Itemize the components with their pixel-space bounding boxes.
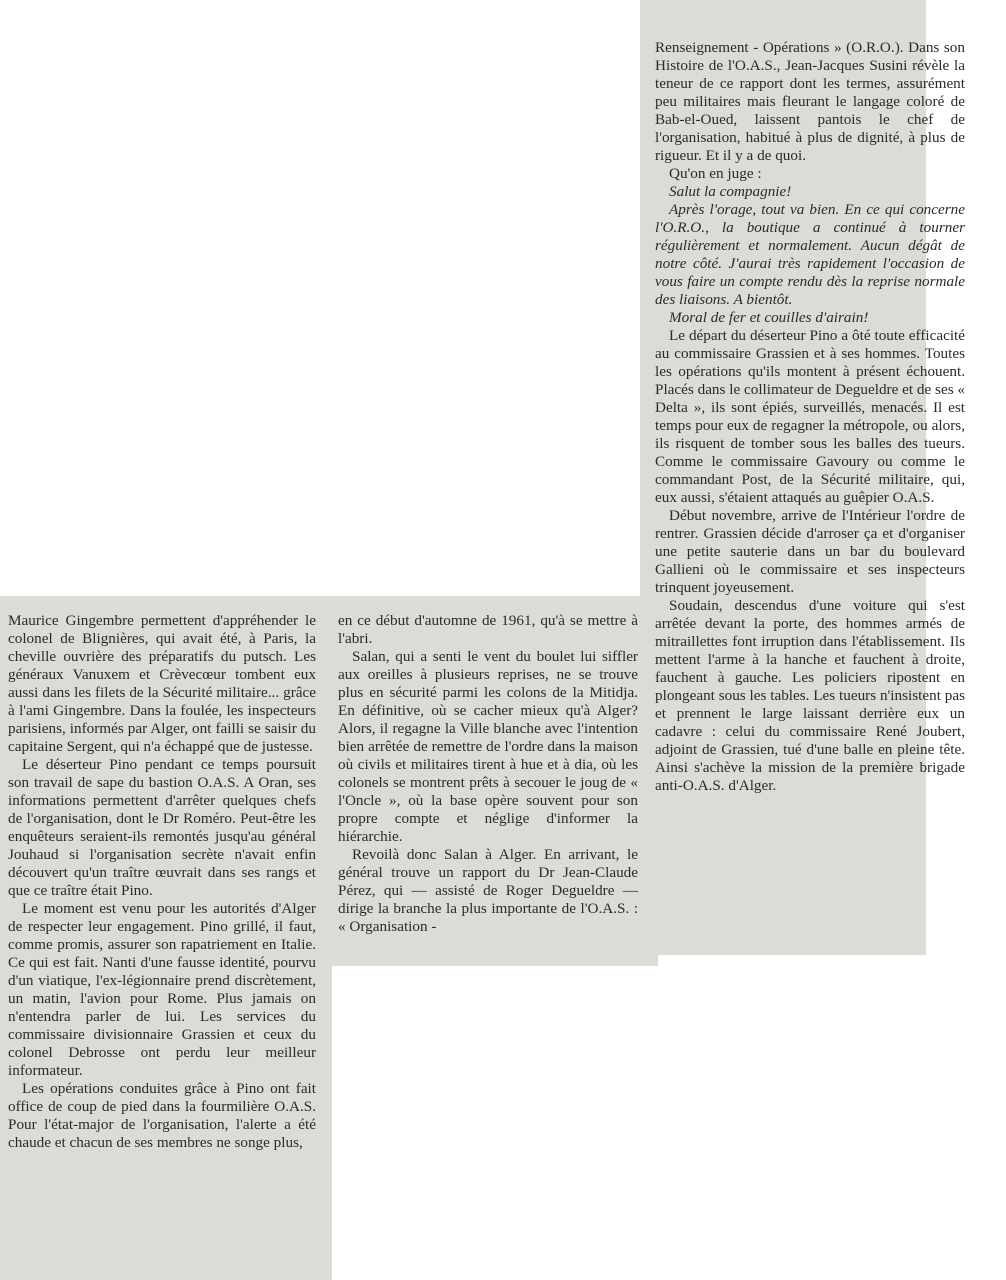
paragraph: Début novembre, arrive de l'Intérieur l'ordre de rentrer. Grassien décide d'arroser ça et d'organiser une petite sauterie dans un bar du boulevard Gallieni où le commissaire et ses inspecteurs trinquent joyeusement. [655, 507, 965, 596]
quote-paragraph: Après l'orage, tout va bien. En ce qui concerne l'O.R.O., la boutique a continué à tourner régulièrement et normalement. Aucun dégât de notre côté. J'aurai très rapidement l'occasion de vous faire un compte rendu dès la reprise normale des liaisons. A bientôt. [655, 201, 965, 308]
paragraph: Maurice Gingembre permettent d'appréhender le colonel de Blignières, qui avait été, à Paris, la cheville ouvrière des préparatifs du putsch. Les généraux Vanuxem et Crèvecœur tombent eux aussi dans les filets de la Sécurité militaire... grâce à l'ami Gingembre. Dans la foulée, les inspecteurs parisiens, informés par Alger, ont failli se saisir du capitaine Sergent, qui n'a échappé que de justesse. [8, 612, 316, 755]
article-column-right [655, 39, 965, 795]
paragraph: Qu'on en juge : [669, 165, 762, 182]
paragraph: en ce début d'automne de 1961, qu'à se mettre à l'abri. [338, 612, 638, 647]
article-column-middle [338, 612, 638, 936]
quote-paragraph: Salut la compagnie! [669, 183, 792, 200]
paragraph: Le départ du déserteur Pino a ôté toute efficacité au commissaire Grassien et à ses hommes. Toutes les opérations qu'ils montent à présent échouent. Placés dans le collimateur de Degueldre et de ses « Delta », ils sont épiés, surveillés, menacés. Il est temps pour eux de regagner la métropole, ou alors, ils risquent de tomber sous les balles des tueurs. Comme le commissaire Gavoury ou comme le commandant Post, de la Sécurité militaire, qui, eux aussi, s'étaient attaqués au guêpier O.A.S. [655, 327, 965, 506]
paragraph: Soudain, descendus d'une voiture qui s'est arrêtée devant la porte, des hommes armés de mitraillettes font irruption dans l'établissement. Ils mettent l'arme à la hanche et fauchent à droite, fauchent à gauche. Les policiers ripostent en plongeant sous les tables. Les tueurs n'insistent pas et prennent le large laissant derrière eux un cadavre : celui du commissaire René Joubert, adjoint de Grassien, tué d'une balle en pleine tête. Ainsi s'achève la mission de la première brigade anti-O.A.S. d'Alger. [655, 597, 965, 794]
paragraph: Revoilà donc Salan à Alger. En arrivant, le général trouve un rapport du Dr Jean-Claude Pérez, qui — assisté de Roger Degueldre — dirige la branche la plus importante de l'O.A.S. : « Organisation - [338, 846, 638, 935]
paragraph: Le déserteur Pino pendant ce temps poursuit son travail de sape du bastion O.A.S. A Oran, ses informations permettent d'arrêter quelques chefs de l'organisation, dont le Dr Roméro. Peut-être les enquêteurs seraient-ils remontés jusqu'au général Jouhaud si l'organisation secrète n'avait enfin découvert qu'un traître œuvrait dans ses rangs et que ce traître était Pino. [8, 756, 316, 899]
paragraph: Renseignement - Opérations » (O.R.O.). Dans son Histoire de l'O.A.S., Jean-Jacques Susini révèle la teneur de ce rapport dont les termes, assurément peu militaires mais fleurant le langage coloré de Bab-el-Oued, laissent pantois le chef de l'organisation, habitué à plus de dignité, à plus de rigueur. Et il y a de quoi. [655, 39, 965, 164]
quote-paragraph: Moral de fer et couilles d'airain! [669, 309, 869, 326]
paragraph: Les opérations conduites grâce à Pino ont fait office de coup de pied dans la fourmilière O.A.S. Pour l'état-major de l'organisation, l'alerte a été chaude et chacun de ses membres ne songe plus, [8, 1080, 316, 1151]
article-column-left [8, 612, 316, 1152]
paragraph: Le moment est venu pour les autorités d'Alger de respecter leur engagement. Pino grillé, il faut, comme promis, assurer son rapatriement en Italie. Ce qui est fait. Nanti d'une fausse identité, pourvu d'un viatique, l'ex-légionnaire prend discrètement, un matin, l'avion pour Rome. Plus jamais on n'entendra parler de lui. Les services du commissaire divisionnaire Grassien et ceux du colonel Debrosse ont perdu leur meilleur informateur. [8, 900, 316, 1079]
paragraph: Salan, qui a senti le vent du boulet lui siffler aux oreilles à plusieurs reprises, ne se trouve plus en sécurité parmi les colons de la Mitidja. En définitive, où se cacher mieux qu'à Alger? Alors, il regagne la Ville blanche avec l'intention bien arrêtée de remettre de l'ordre dans la maison où civils et militaires tirent à hue et à dia, où les colonels se montrent prêts à secouer le joug de « l'Oncle », où la base opère souvent pour son propre compte et néglige d'informer la hiérarchie. [338, 648, 638, 845]
